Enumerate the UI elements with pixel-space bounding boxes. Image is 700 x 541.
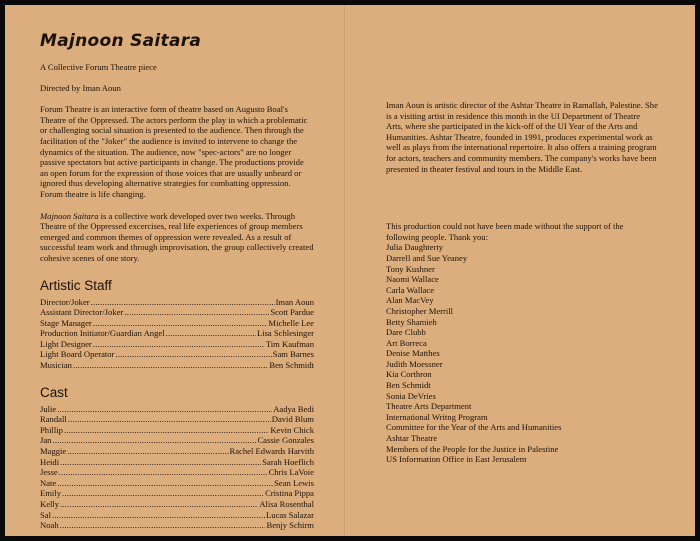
dot-leader <box>93 318 268 329</box>
thanks-item: Art Borreca <box>386 337 427 348</box>
credit-name: Aadya Bedi <box>273 403 314 414</box>
thanks-item: International Writng Program <box>386 411 488 422</box>
center-fold <box>344 5 346 536</box>
thanks-item: Naomi Wallace <box>386 274 439 285</box>
right-page <box>386 100 658 465</box>
credit-role: Assistant Director/Joker <box>40 307 124 318</box>
credit-row <box>40 360 314 371</box>
dot-leader <box>60 499 258 510</box>
dot-leader <box>52 510 265 521</box>
thanks-item: Betty Shamieh <box>386 316 437 327</box>
credit-name: Kevin Chick <box>270 424 314 435</box>
credit-role: Noah <box>40 520 59 531</box>
dot-leader <box>64 425 269 436</box>
credit-row <box>40 457 314 468</box>
thanks-item: Members of the People for the Justice in Palestine <box>386 443 559 454</box>
credit-role: Sal <box>40 509 51 520</box>
program-subtitle: A Collective Forum Theatre piece <box>40 62 157 72</box>
credit-row <box>40 297 314 308</box>
dot-leader <box>91 297 275 308</box>
dot-leader <box>73 360 268 371</box>
credit-row <box>40 446 314 457</box>
credit-row <box>40 520 314 531</box>
dot-leader <box>67 446 228 457</box>
credit-row <box>40 510 314 521</box>
credit-role: Director/Joker <box>40 296 90 307</box>
thanks-item: Julia Daughterty <box>386 242 444 253</box>
dot-leader <box>166 328 256 339</box>
dot-leader <box>68 414 271 425</box>
credit-name: Sam Barnes <box>272 349 314 360</box>
credit-role: Nate <box>40 477 57 488</box>
thanks-item: Darrell and Sue Yeaney <box>386 252 468 263</box>
credit-role: Maggie <box>40 446 67 457</box>
dot-leader <box>59 467 268 478</box>
thanks-item: Ashtar Theatre <box>386 433 438 444</box>
thanks-item: Sonia DeVries <box>386 390 436 401</box>
credit-name: Scott Pardue <box>270 307 314 318</box>
thanks-item: Theatre Arts Department <box>386 401 472 412</box>
credit-row <box>40 404 314 415</box>
thanks-item: Carla Wallace <box>386 284 435 295</box>
thanks-item: Christopher Merrill <box>386 305 454 316</box>
dot-leader <box>52 435 256 446</box>
credit-role: Light Board Operator <box>40 349 115 360</box>
credit-row <box>40 488 314 499</box>
credit-role: Light Designer <box>40 338 92 349</box>
credit-name: Ben Schmidt <box>269 360 314 371</box>
credit-role: Musician <box>40 360 72 371</box>
thanks-item: Dare Clubb <box>386 327 426 338</box>
credit-role: Julie <box>40 403 57 414</box>
credit-name: Benjy Schirm <box>266 520 314 531</box>
credit-name: Cristina Pippa <box>265 488 314 499</box>
credit-role: Emily <box>40 488 62 499</box>
left-page <box>40 30 314 531</box>
thanks-item: Alan MacVey <box>386 295 434 306</box>
credit-name: Tim Kaufman <box>265 338 314 349</box>
credit-row <box>40 467 314 478</box>
thanks-item: Judith Moessner <box>386 358 443 369</box>
credit-name: Lucas Salazar <box>266 509 314 520</box>
credit-row <box>40 328 314 339</box>
cast-heading: Cast <box>40 384 68 400</box>
dot-leader <box>62 488 264 499</box>
credit-name: David Blum <box>271 414 314 425</box>
thanks-item: Tony Kushner <box>386 263 435 274</box>
intro-paragraph: Forum Theatre is an interactive form of theatre based on Augusto Boal's Theatre of the Oppressed. The actors perform the play in which a problematic or challenging social situation is presented to the audience. Then through the facilitation of the "Joker" the audience is invited to intervene to change the dynamics of the situation. The audience, now "spec-actors" are no longer passive spectators but active participants in change. The productions provide an open forum for the expression of those voices that are usually unheard or ignored thus developing alternative strategies for combatting oppression. Forum theatre is life changing. <box>40 104 308 199</box>
dot-leader <box>124 307 269 318</box>
program-title: Majnoon Saitara <box>40 31 202 51</box>
dot-leader <box>60 457 261 468</box>
credit-role: Heidi <box>40 456 60 467</box>
credit-row <box>40 414 314 425</box>
thanks-item: Ben Schmidt <box>386 380 431 391</box>
credit-role: Randall <box>40 414 67 425</box>
credit-role: Jan <box>40 435 52 446</box>
artistic-staff-list <box>40 297 314 371</box>
thanks-intro: This production could not have been made without the support of the following people. Thank you: <box>386 221 624 242</box>
credit-name: Chris LaVoie <box>268 467 314 478</box>
dot-leader <box>57 404 272 415</box>
credit-role: Phillip <box>40 424 63 435</box>
credit-name: Sarah Hoeflich <box>262 456 314 467</box>
credit-name: Alisa Rosenthal <box>259 499 314 509</box>
cast-list <box>40 404 314 531</box>
credit-row <box>40 425 314 436</box>
credit-row <box>40 499 314 510</box>
dot-leader <box>93 339 265 350</box>
credit-row <box>40 307 314 318</box>
bio-paragraph: Iman Aoun is artistic director of the Ashtar Theatre in Ramallah, Palestine. She is a visiting artist in residence this month in the UI Department of Theatre Arts, where she participated in the kick-off of the UI Year of the Arts and Humanities. Ashtar Theatre, founded in 1991, produces experimental work as well as plays from the international repertoire. It also offers a training program for actors, teachers and community members. The company's works have been presented in theater festival and tours in the Middle East. <box>386 100 658 174</box>
credit-role: Production Initiator/Guardian Angel <box>40 328 165 339</box>
artistic-staff-heading: Artistic Staff <box>40 277 112 293</box>
credit-name: Michelle Lee <box>268 317 314 328</box>
dot-leader <box>57 478 273 489</box>
thanks-item: Denise Matthes <box>386 348 440 359</box>
credit-name: Iman Aoun <box>275 296 314 307</box>
credit-role: Jesse <box>40 467 58 478</box>
work-text: is a collective work developed over two weeks. Through Theatre of the Oppressed excercises, real life experiences of group members emerged and common themes of oppression were revealed. As a result of successful team work and through improvisation, the group collectively created cohesive scenes of one story. <box>40 210 314 263</box>
thanks-list <box>386 242 658 464</box>
credit-row <box>40 435 314 446</box>
credit-row <box>40 339 314 350</box>
credit-name: Cassie Gonzales <box>257 435 314 446</box>
credit-row <box>40 349 314 360</box>
credit-name: Lisa Schlesinger <box>256 328 314 339</box>
credit-row <box>40 478 314 489</box>
thanks-item: US Information Office in East Jerusalem <box>386 454 527 465</box>
thanks-item: Committee for the Year of the Arts and Humanities <box>386 422 562 433</box>
dot-leader <box>115 349 271 360</box>
credit-role: Stage Manager <box>40 317 92 328</box>
credit-role: Kelly <box>40 499 60 509</box>
work-paragraph <box>40 211 314 264</box>
dot-leader <box>60 520 266 531</box>
thanks-item: Kia Corthron <box>386 369 432 380</box>
credit-row <box>40 318 314 329</box>
credit-name: Sean Lewis <box>274 477 314 488</box>
work-title: Majnoon Saitara <box>40 210 99 221</box>
director-credit: Directed by Iman Aoun <box>40 82 121 93</box>
credit-name: Rachel Edwards Harvith <box>229 446 314 457</box>
